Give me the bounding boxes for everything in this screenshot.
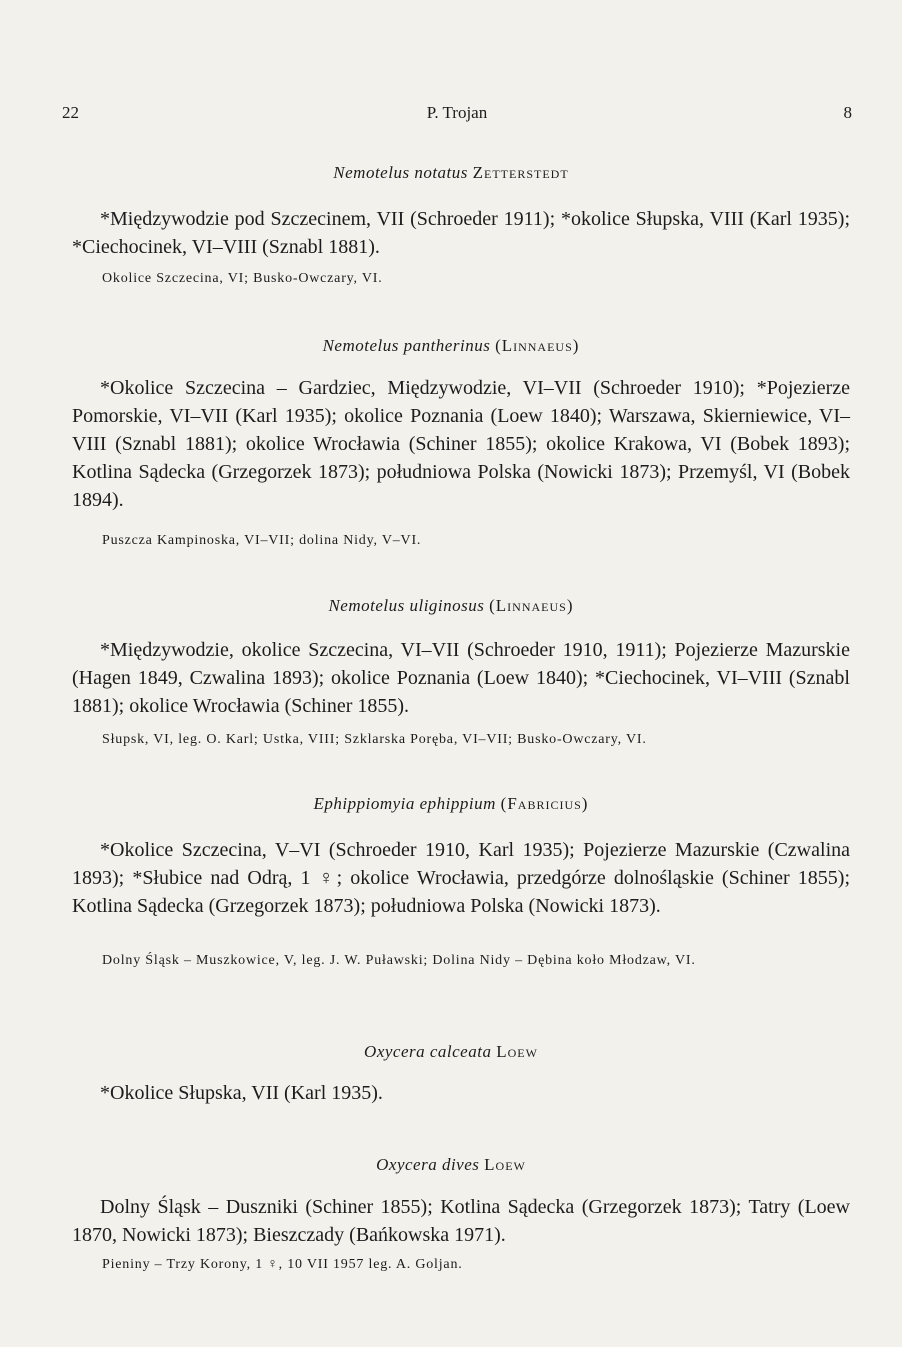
species-heading [0,1155,902,1175]
running-title: P. Trojan [426,103,488,122]
species-author: (Linnaeus) [489,596,574,615]
species-notes: Pieniny – Trzy Korony, 1 ♀, 10 VII 1957 leg. A. Goljan. [102,1257,463,1272]
species-name: Nemotelus pantherinus [322,336,491,355]
species-author: Loew [484,1155,526,1174]
species-author: (Fabricius) [500,794,589,813]
species-heading [0,1042,902,1062]
species-heading [0,794,902,814]
species-author: Zetterstedt [472,163,569,182]
species-heading [0,596,902,616]
species-heading [0,163,902,183]
species-name: Ephippiomyia ephippium [313,794,496,813]
species-records: *Okolice Szczecina – Gardziec, Międzywodzie, VI–VII (Schroeder 1910); *Pojezierze Pomorskie, VI–VII (Karl 1935); okolice Poznania (Loew 1840); Warszawa, Skierniewice, VI–VIII (Sznabl 1881); okolice Wrocławia (Schiner 1855); okolice Krakowa, VI (Bobek 1893); Kotlina Sądecka (Grzegorzek 1873); południowa Polska (Nowicki 1873); Przemyśl, VI (Bobek 1894). [72,377,850,511]
species-notes: Dolny Śląsk – Muszkowice, V, leg. J. W. Puławski; Dolina Nidy – Dębina koło Młodzaw, VI. [102,953,696,968]
page-number: 22 [62,103,79,122]
species-name: Oxycera calceata [364,1042,492,1061]
species-records: Dolny Śląsk – Duszniki (Schiner 1855); Kotlina Sądecka (Grzegorzek 1873); Tatry (Loew 1870, Nowicki 1873); Bieszczady (Bańkowska 1971). [72,1196,850,1246]
species-records: *Międzywodzie pod Szczecinem, VII (Schroeder 1911); *okolice Słupska, VIII (Karl 1935); *Ciechocinek, VI–VIII (Sznabl 1881). [72,208,850,258]
species-author: (Linnaeus) [495,336,580,355]
species-notes: Słupsk, VI, leg. O. Karl; Ustka, VIII; Szklarska Poręba, VI–VII; Busko-Owczary, VI. [102,732,647,747]
species-heading [0,336,902,356]
species-name: Nemotelus uliginosus [328,596,485,615]
species-author: Loew [496,1042,538,1061]
species-records: *Okolice Słupska, VII (Karl 1935). [100,1082,383,1104]
species-name: Nemotelus notatus [333,163,468,182]
species-notes: Puszcza Kampinoska, VI–VII; dolina Nidy, V–VI. [102,533,422,548]
species-records: *Okolice Szczecina, V–VI (Schroeder 1910, Karl 1935); Pojezierze Mazurskie (Czwalina 1893); *Słubice nad Odrą, 1 ♀; okolice Wrocławia, przedgórze dolnośląskie (Schiner 1855); Kotlina Sądecka (Grzegorzek 1873); południowa Polska (Nowicki 1873). [72,839,850,917]
species-records: *Międzywodzie, okolice Szczecina, VI–VII (Schroeder 1910, 1911); Pojezierze Mazurskie (Hagen 1849, Czwalina 1893); okolice Poznania (Loew 1840); *Ciechocinek, VI–VIII (Sznabl 1881); okolice Wrocławia (Schiner 1855). [72,639,850,717]
running-header [62,103,852,135]
section-number: 8 [843,103,852,122]
species-notes: Okolice Szczecina, VI; Busko-Owczary, VI. [102,271,383,286]
species-name: Oxycera dives [376,1155,480,1174]
